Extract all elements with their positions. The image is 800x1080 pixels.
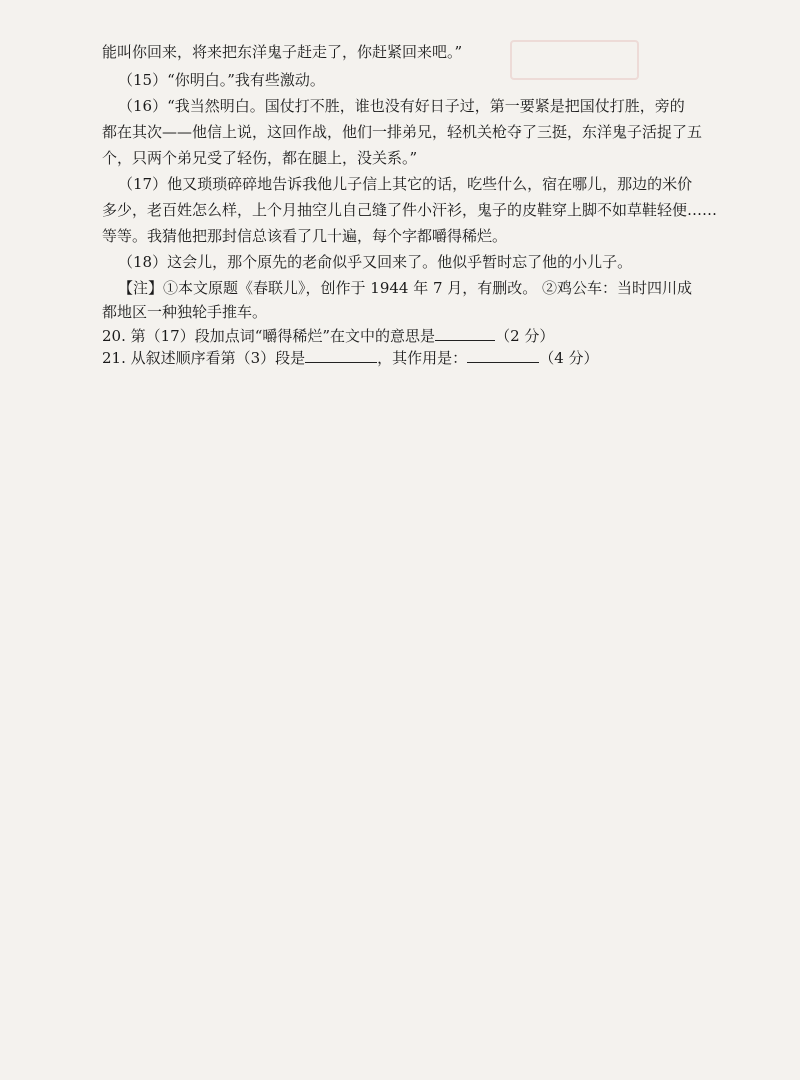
question-20-score: （2 分）: [495, 327, 555, 345]
passage-paragraph-15: （15）“你明白。”我有些激动。: [118, 71, 325, 89]
passage-line: 等等。我猜他把那封信总该看了几十遍，每个字都嚼得稀烂。: [102, 227, 508, 245]
question-21: [102, 348, 599, 368]
answer-blank[interactable]: [467, 348, 539, 363]
faded-stamp: [510, 40, 639, 80]
answer-blank[interactable]: [305, 348, 377, 363]
question-20-text: 20. 第（17）段加点词“嚼得稀烂”在文中的意思是: [102, 327, 436, 345]
answer-blank[interactable]: [435, 326, 495, 341]
passage-paragraph-17: （17）他又琐琐碎碎地告诉我他儿子信上其它的话，吃些什么，宿在哪儿，那边的米价: [118, 175, 693, 193]
passage-note: 都地区一种独轮手推车。: [102, 303, 268, 321]
question-21-text: 21. 从叙述顺序看第（3）段是: [102, 349, 306, 367]
passage-line: 个，只两个弟兄受了轻伤，都在腿上，没关系。”: [102, 149, 418, 167]
passage-paragraph-16: （16）“我当然明白。国仗打不胜，谁也没有好日子过，第一要紧是把国仗打胜，旁的: [118, 97, 685, 115]
passage-paragraph-18: （18）这会儿，那个原先的老俞似乎又回来了。他似乎暂时忘了他的小儿子。: [118, 253, 633, 271]
question-20: [102, 326, 554, 346]
question-21-text-2: ，其作用是：: [377, 349, 468, 367]
passage-line: 能叫你回来，将来把东洋鬼子赶走了，你赶紧回来吧。”: [102, 43, 463, 61]
passage-note: 【注】①本文原题《春联儿》，创作于 1944 年 7 月，有删改。 ②鸡公车：当时四川成: [118, 279, 693, 297]
question-21-score: （4 分）: [539, 349, 599, 367]
passage-line: 多少，老百姓怎么样，上个月抽空儿自己缝了件小汗衫，鬼子的皮鞋穿上脚不如草鞋轻便……: [102, 201, 718, 219]
passage-line: 都在其次——他信上说，这回作战，他们一排弟兄，轻机关枪夺了三挺，东洋鬼子活捉了五: [102, 123, 703, 141]
